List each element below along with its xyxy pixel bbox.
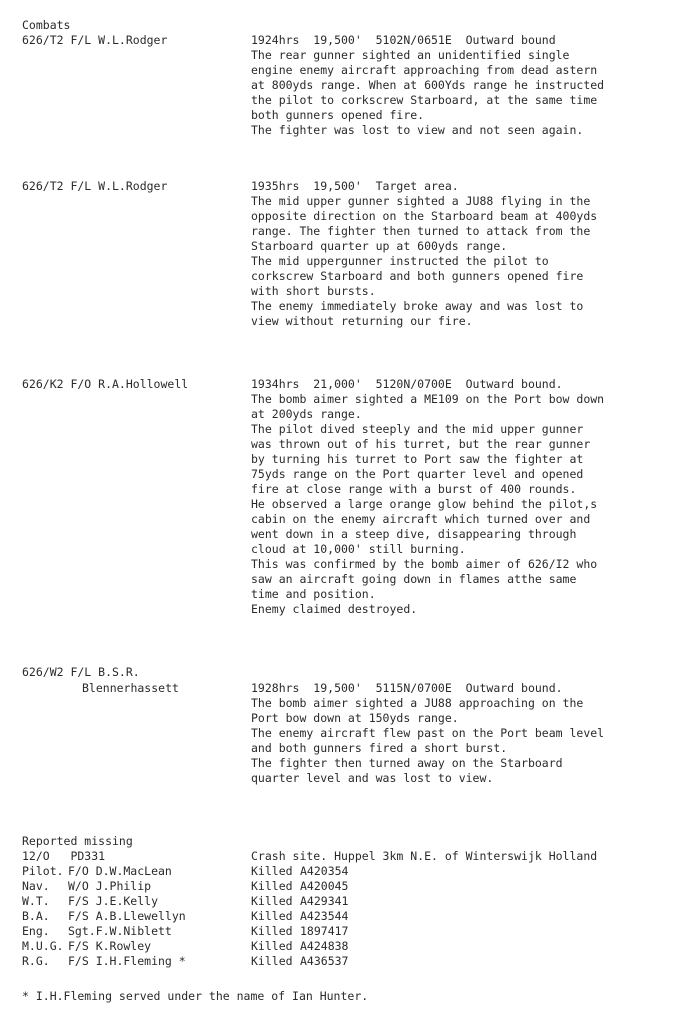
crew-number: 1897417 — [300, 924, 349, 938]
crew-number: A420354 — [300, 864, 349, 878]
combat-text-line: cabin on the enemy aircraft which turned over and — [251, 512, 591, 526]
combat-text-line: Enemy claimed destroyed. — [251, 602, 418, 616]
combat-header: 1935hrs 19,500' Target area. — [251, 179, 459, 193]
combat-text-line: The rear gunner sighted an unidentified single — [251, 48, 570, 62]
combat-text-line: The enemy immediately broke away and was lost to — [251, 299, 584, 313]
crew-name: W/O J.Philip — [68, 879, 152, 893]
crew-status: Killed — [251, 924, 293, 938]
combat-text-line: The mid uppergunner instructed the pilot to — [251, 254, 549, 268]
crew-number: A420045 — [300, 879, 349, 893]
combat-text-line: The bomb aimer sighted a JU88 approaching on the — [251, 696, 584, 710]
crew-role: R.G. — [22, 954, 50, 968]
combat-unit: 626/T2 F/L W.L.Rodger — [22, 33, 168, 47]
crew-status: Killed — [251, 939, 293, 953]
combat-text-line: the pilot to corkscrew Starboard, at the same time — [251, 93, 598, 107]
footnote: * I.H.Fleming served under the name of Ian Hunter. — [22, 989, 369, 1003]
combat-text-line: opposite direction on the Starboard beam at 400yds — [251, 209, 598, 223]
crash-site: Crash site. Huppel 3km N.E. of Winterswijk Holland — [251, 849, 598, 863]
combat-text-line: Port bow down at 150yds range. — [251, 711, 459, 725]
combats-title: Combats — [22, 18, 71, 32]
combat-text-line: He observed a large orange glow behind the pilot,s — [251, 497, 598, 511]
crew-number: A436537 — [300, 954, 349, 968]
crew-status: Killed — [251, 954, 293, 968]
crew-role: W.T. — [22, 894, 50, 908]
combat-header: 1924hrs 19,500' 5102N/0651E Outward bound — [251, 33, 556, 47]
combat-text-line: and both gunners fired a short burst. — [251, 741, 508, 755]
crew-name: F/S A.B.Llewellyn — [68, 909, 186, 923]
combat-text-line: view without returning our fire. — [251, 314, 473, 328]
combat-text-line: The fighter was lost to view and not seen again. — [251, 123, 584, 137]
crew-name: Sgt.F.W.Niblett — [68, 924, 172, 938]
combat-text-line: corkscrew Starboard and both gunners opened fire — [251, 269, 584, 283]
combat-text-line: at 200yds range. — [251, 407, 362, 421]
crew-name: F/S K.Rowley — [68, 939, 152, 953]
crew-role: B.A. — [22, 909, 50, 923]
combat-text-line: Starboard quarter up at 600yds range. — [251, 239, 508, 253]
combat-text-line: The bomb aimer sighted a ME109 on the Port bow down — [251, 392, 605, 406]
combat-text-line: The enemy aircraft flew past on the Port beam level — [251, 726, 605, 740]
combat-text-line: both gunners opened fire. — [251, 108, 425, 122]
combat-text-line: at 800yds range. When at 600Yds range he instructed — [251, 78, 605, 92]
combat-header: 1934hrs 21,000' 5120N/0700E Outward bound. — [251, 377, 563, 391]
crew-number: A424838 — [300, 939, 349, 953]
combat-unit: 626/W2 F/L B.S.R. — [22, 665, 140, 679]
crew-status: Killed — [251, 864, 293, 878]
combat-text-line: The pilot dived steeply and the mid upper gunner — [251, 422, 584, 436]
crew-role: Nav. — [22, 879, 50, 893]
combat-text-line: The fighter then turned away on the Starboard — [251, 756, 563, 770]
crew-name: F/O D.W.MacLean — [68, 864, 172, 878]
combat-text-line: The mid upper gunner sighted a JU88 flying in the — [251, 194, 591, 208]
combat-text-line: went down in a steep dive, disappearing through — [251, 527, 577, 541]
combat-header: 1928hrs 19,500' 5115N/0700E Outward bound. — [251, 681, 563, 695]
crew-role: Eng. — [22, 924, 50, 938]
crew-role: Pilot. — [22, 864, 64, 878]
combat-unit-continued: Blennerhassett — [82, 681, 179, 695]
crew-name: F/S I.H.Fleming * — [68, 954, 186, 968]
combat-text-line: fire at close range with a burst of 400 rounds. — [251, 482, 577, 496]
crew-status: Killed — [251, 909, 293, 923]
aircraft-id: 12/O PD331 — [22, 849, 106, 863]
missing-title: Reported missing — [22, 834, 133, 848]
combat-text-line: 75yds range on the Port quarter level and opened — [251, 467, 584, 481]
crew-name: F/S J.E.Kelly — [68, 894, 159, 908]
combat-text-line: range. The fighter then turned to attack from the — [251, 224, 591, 238]
combat-text-line: cloud at 10,000' still burning. — [251, 542, 466, 556]
crew-role: M.U.G. — [22, 939, 64, 953]
crew-number: A423544 — [300, 909, 349, 923]
combat-unit: 626/K2 F/O R.A.Hollowell — [22, 377, 189, 391]
combat-text-line: engine enemy aircraft approaching from dead astern — [251, 63, 598, 77]
combat-text-line: with short bursts. — [251, 284, 376, 298]
combat-text-line: was thrown out of his turret, but the rear gunner — [251, 437, 591, 451]
crew-status: Killed — [251, 894, 293, 908]
crew-number: A429341 — [300, 894, 349, 908]
combat-text-line: quarter level and was lost to view. — [251, 771, 494, 785]
combat-unit: 626/T2 F/L W.L.Rodger — [22, 179, 168, 193]
combat-text-line: This was confirmed by the bomb aimer of 626/I2 who — [251, 557, 598, 571]
combat-text-line: by turning his turret to Port saw the fighter at — [251, 452, 584, 466]
combat-text-line: time and position. — [251, 587, 376, 601]
crew-status: Killed — [251, 879, 293, 893]
combat-text-line: saw an aircraft going down in flames atthe same — [251, 572, 577, 586]
